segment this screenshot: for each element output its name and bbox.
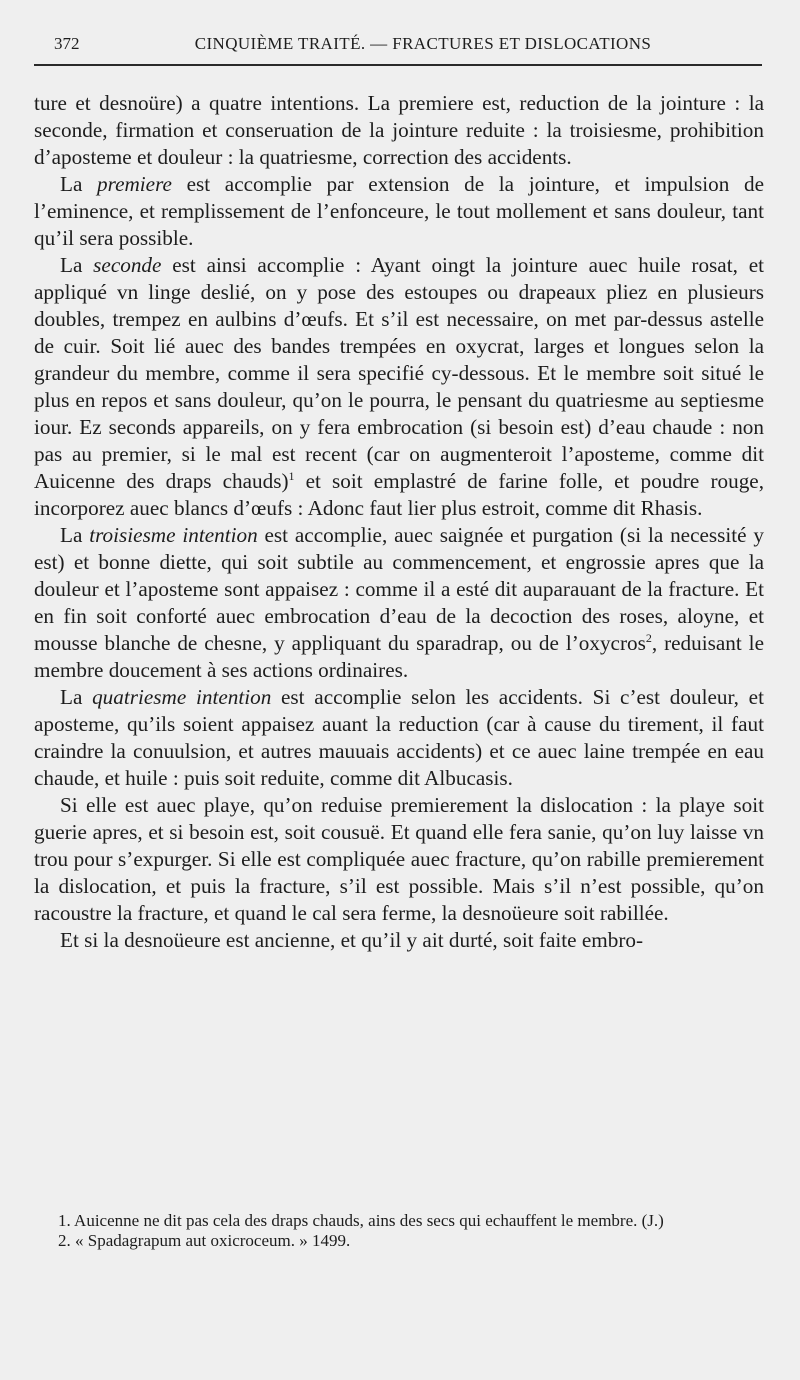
main-text <box>34 90 764 954</box>
footnote-2: 2. « Spadagrapum aut oxicroceum. » 1499. <box>58 1231 351 1250</box>
paragraph-1: ture et desnoüre) a quatre intentions. La premiere est, reduction de la jointure : la seconde, firmation et conseruation de la jointure reduite : la troisiesme, prohibition d’aposteme et douleur : la quatriesme, correction des accidents. <box>34 91 764 169</box>
footnote-1: 1. Auicenne ne dit pas cela des draps chauds, ains des secs qui echauffent le membre. (J.) <box>58 1211 664 1230</box>
paragraph-5: La quatriesme intention est accomplie selon les accidents. Si c’est douleur, et aposteme, qu’ils soient appaisez auant la reduction (car à cause du tirement, il faut craindre la conuulsion, et autres mauuais accidents) et ce auec laine trempée en eau chaude, et huile : puis soit reduite, comme dit Albucasis. <box>34 685 764 790</box>
paragraph-6: Si elle est auec playe, qu’on reduise premierement la dislocation : la playe soit guerie apres, et si besoin est, soit cousuë. Et quand elle fera sanie, qu’on luy laisse vn trou pour s’expurger. Si elle est compliquée auec fracture, qu’on rabille premierement la dislocation, et puis la fracture, s’il est possible. Mais s’il n’est possible, qu’on racoustre la fracture, et quand le cal sera ferme, la desnoüeure soit rabillée. <box>34 793 764 925</box>
running-head: CINQUIÈME TRAITÉ. — FRACTURES ET DISLOCATIONS <box>194 34 652 53</box>
paragraph-3: La seconde est ainsi accomplie : Ayant oingt la jointure auec huile rosat, et appliqué vn linge deslié, on y pose des estoupes ou drapeaux pliez en plusieurs doubles, trempez en aulbins d’œufs. Et s’il est necessaire, on met par-dessus astelle de cuir. Soit lié auec des bandes trempées en oxycrat, larges et longues selon la grandeur du membre, comme il sera specifié cy-dessous. Et le membre soit situé le plus en repos et sans douleur, qu’on le pourra, le pensant du quatriesme au septiesme iour. Ez seconds appareils, on y fera embrocation (si besoin est) d’eau chaude : non pas au premier, si le mal est recent (car on augmenteroit l’aposteme, comme dit Auicenne des draps chauds)$^1$ et soit emplastré de farine folle, et poudre rouge, incorporez auec blancs d’œufs : Adonc faut lier plus estroit, comme dit Rhasis. <box>34 253 764 520</box>
footnote-ref-1: 1 <box>288 468 295 483</box>
page-number: 372 <box>54 34 80 53</box>
page-header <box>34 28 762 66</box>
paragraph-4: La troisiesme intention est accomplie, auec saignée et purgation (si la necessité y est) et bonne diette, qui soit subtile au commencement, et engrossie apres que la douleur et l’aposteme sont appaisez : comme il a esté dit auparauant de la fracture. Et en fin soit conforté auec embrocation d’eau de la decoction des roses, aloyne, et mousse blanche de chesne, y appliquant du sparadrap, ou de l’oxycros$^2$, reduisant le membre doucement à ses actions ordinaires. <box>34 523 764 682</box>
footnote-ref-2: 2 <box>645 630 652 645</box>
footnotes <box>34 1211 770 1251</box>
paragraph-7: Et si la desnoüeure est ancienne, et qu’il y ait durté, soit faite embro- <box>60 928 644 952</box>
paragraph-2: La premiere est accomplie par extension de la jointure, et impulsion de l’eminence, et remplissement de l’enfonceure, le tout mollement et sans douleur, tant qu’il sera possible. <box>34 172 764 250</box>
